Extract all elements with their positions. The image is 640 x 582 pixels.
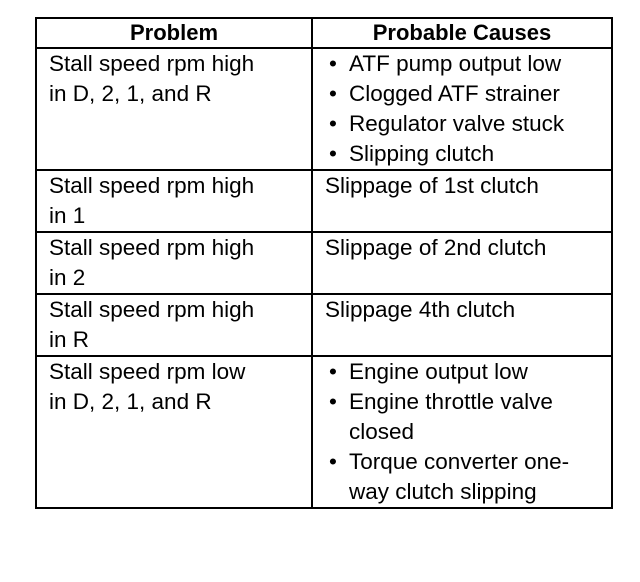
cause-item: [325, 79, 605, 109]
table-row: [36, 356, 612, 508]
causes-cell: [312, 356, 612, 508]
problem-cell: [36, 48, 312, 170]
problem-line: Stall speed rpm low: [49, 359, 246, 384]
problem-cell: [36, 294, 312, 356]
problem-cell: [36, 356, 312, 508]
stall-speed-diagnosis-table: [35, 17, 613, 509]
cause-item: [325, 139, 605, 169]
bullet-icon: •: [329, 51, 337, 76]
causes-list: [325, 49, 605, 169]
problem-cell: [36, 232, 312, 294]
problem-line: in R: [49, 327, 90, 352]
cause-cell: Slippage 4th clutch: [312, 294, 612, 356]
bullet-icon: •: [329, 389, 337, 414]
header-row: [36, 18, 612, 48]
problem-line: Stall speed rpm high: [49, 51, 255, 76]
header-probable-causes: Probable Causes: [312, 18, 612, 48]
cause-item: [325, 357, 605, 387]
bullet-icon: •: [329, 81, 337, 106]
bullet-icon: •: [329, 359, 337, 384]
cause-text: Clogged ATF strainer: [349, 81, 560, 106]
cause-item: [325, 447, 605, 507]
table-row: [36, 48, 612, 170]
problem-line: in 1: [49, 203, 86, 228]
cause-cell: Slippage of 2nd clutch: [312, 232, 612, 294]
cause-text: ATF pump output low: [349, 51, 562, 76]
problem-cell: [36, 170, 312, 232]
cause-text: Regulator valve stuck: [349, 111, 565, 136]
problem-line: Stall speed rpm high: [49, 235, 255, 260]
table-row: [36, 232, 612, 294]
cause-item: [325, 49, 605, 79]
table-row: [36, 170, 612, 232]
problem-line: in 2: [49, 265, 86, 290]
cause-text: Engine throttle valve closed: [349, 389, 553, 444]
problem-line: in D, 2, 1, and R: [49, 389, 212, 414]
causes-list: [325, 357, 605, 507]
cause-cell: Slippage of 1st clutch: [312, 170, 612, 232]
cause-text: Torque converter one-way clutch slipping: [349, 449, 570, 504]
problem-line: in D, 2, 1, and R: [49, 81, 212, 106]
cause-item: [325, 387, 605, 447]
header-problem: Problem: [36, 18, 312, 48]
bullet-icon: •: [329, 141, 337, 166]
cause-item: [325, 109, 605, 139]
table-row: [36, 294, 612, 356]
bullet-icon: •: [329, 449, 337, 474]
problem-line: Stall speed rpm high: [49, 173, 255, 198]
cause-text: Engine output low: [349, 359, 528, 384]
causes-cell: [312, 48, 612, 170]
bullet-icon: •: [329, 111, 337, 136]
cause-text: Slipping clutch: [349, 141, 495, 166]
problem-line: Stall speed rpm high: [49, 297, 255, 322]
